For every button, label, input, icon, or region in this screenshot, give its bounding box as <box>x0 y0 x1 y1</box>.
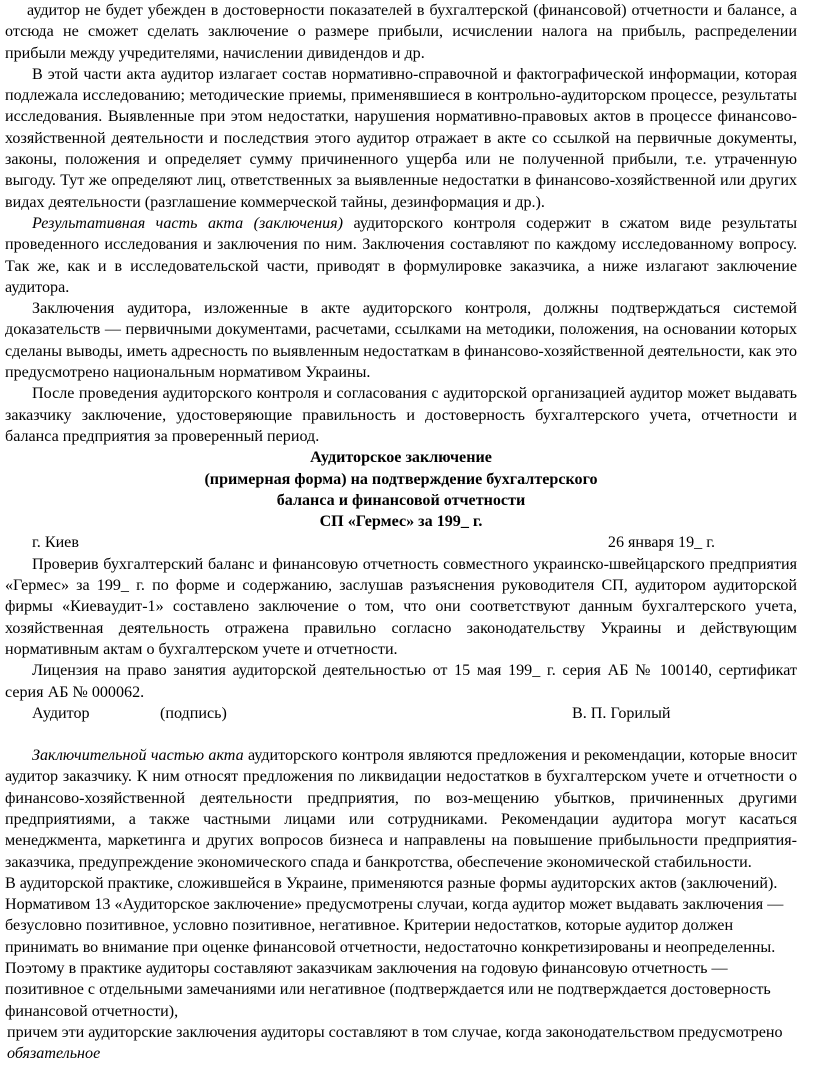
paragraph-license: Лицензия на право занятия аудиторской деятельностью от 15 мая 199_ г. серия АБ № 100140, сертификат серия АБ № 000062. <box>5 662 797 701</box>
document-page <box>5 0 797 1065</box>
result-part-term: Результативная часть акта (заключения) <box>32 214 344 232</box>
paragraph-result-part <box>5 213 797 298</box>
paragraph-issue-conclusion: После проведения аудиторского контроля и согласования с аудиторской организацией аудитор может выдавать заказчику заключение, удостоверяющие правильность и достоверность бухгалтерского учета, отчетности и баланса предприятия за проверенный период. <box>5 385 797 445</box>
result-part-text: аудиторского контроля содержит в сжатом виде результаты проведенного исследования и заключения по ним. Заключения составляют по каждому исследованному вопросу. Так же, как и в исследовательской части, приводят в формулировке заказчика, а ниже излагают заключение аудитора. <box>5 214 798 296</box>
final-part-text: аудиторского контроля являются предложения и рекомендации, которые вносит аудитор заказчику. К ним относят предложения по ликвидации недостатков в бухгалтерском учете и отчетности о финансово-хозяйственной деятельности предприятия, по воз-мещению убытков, причиненных другими предприятиями, а также частными лицами или сотрудниками. Рекомендации аудитора могут касаться менеджмента, маркетинга и других вопросов бизнеса и направлены на повышение прибыльности предприятия-заказчика, предупреждение экономического спада и банкротства, обеспечение экономической стабильности. <box>5 747 797 871</box>
heading-line-3: баланса и финансовой отчетности <box>276 491 526 509</box>
final-part-term: Заключительной частью акта <box>32 747 244 765</box>
place-date-row <box>5 532 797 553</box>
paragraph-intro: аудитор не будет убежден в достоверности показателей в бухгалтерской (финансовой) отчетности и балансе, а отсюда не сможет сделать заключение о размере прибыли, исчислении налога на прибыль, распределении прибыли между учредителями, начислении дивидендов и др. <box>5 2 797 62</box>
conclusion-heading <box>5 447 797 532</box>
paragraph-verification: Проверив бухгалтерский баланс и финансовую отчетность совместного украинско-швейцарского предприятия «Гермес» за 199_ г. по форме и содержанию, заслушав разъяснения руководителя СП, аудитором аудиторской фирмы «Киевaудит-1» составлено заключение о том, что они соответствуют данным бухгалтерского учета, хозяйственная деятельность отражена правильно согласно законодательству Украины и действующим нормативным актам о бухгалтерском учете и отчетности. <box>5 555 797 658</box>
paragraph-final-part <box>5 745 797 873</box>
heading-line-1: Аудиторское заключение <box>310 449 492 467</box>
signature-role: Аудитор <box>32 704 90 722</box>
spacer <box>5 724 797 745</box>
heading-line-2: (примерная форма) на подтверждение бухгалтерского <box>204 470 598 488</box>
signature-name: В. П. Горилый <box>572 704 671 722</box>
heading-line-4: СП «Гермес» за 199_ г. <box>319 513 483 531</box>
paragraph-mandatory <box>5 1022 797 1065</box>
mandatory-text: причем эти аудиторские заключения аудиторы составляют в том случае, когда законодательством предусмотрено <box>7 1023 783 1041</box>
paragraph-research-part: В этой части акта аудитор излагает состав нормативно-справочной и фактографической информации, которая подлежала исследованию; методические приемы, применявшиеся в контрольно-аудиторском процессе, результаты исследования. Выявленные при этом недостатки, нарушения нормативно-правовых актов в процессе финансово-хозяйственной деятельности и последствия этого аудитор отражает в акте со ссылкой на первичные документы, законы, положения и определяет сумму причиненного ущерба или не полученной прибыли, т.е. утраченную выгоду. Тут же определяют лиц, ответственных за выявленные недостатки в финансово-хозяйственной или других видах деятельности (разглашение коммерческой тайны, дезинформация и др.). <box>5 65 797 211</box>
paragraph-evidence: Заключения аудитора, изложенные в акте аудиторского контроля, должны подтверждаться системой доказательств — первичными документами, расчетами, ссылками на методики, положения, на основании которых сделаны выводы, иметь адресность по выявленным недостаткам в финансово-хозяйственной деятельности, как это предусмотрено национальным нормативом Украины. <box>5 300 797 382</box>
signature-placeholder: (подпись) <box>160 704 227 722</box>
place: г. Киев <box>32 534 79 552</box>
paragraph-practice: В аудиторской практике, сложившейся в Украине, применяются разные формы аудиторских актов (заключений). Нормативом 13 «Аудиторское заключение» предусмотрены случаи, когда аудитор может выдавать заключения — безусловно позитивное, условно позитивное, негативное. Критерии недостатков, которые аудитор должен принимать во внимание при оценке финансовой отчетности, недостаточно конкретизированы и неопределенны. Поэтому в практике аудиторы составляют заказчикам заключения на годовую финансовую отчетность — позитивное с отдельными замечаниями или негативное (подтверждается или не подтверждается достоверность финансовой отчетности), <box>5 874 784 1020</box>
mandatory-term: обязательное <box>7 1045 101 1063</box>
date: 26 января 19_ г. <box>607 534 715 552</box>
signature-row <box>5 703 797 724</box>
